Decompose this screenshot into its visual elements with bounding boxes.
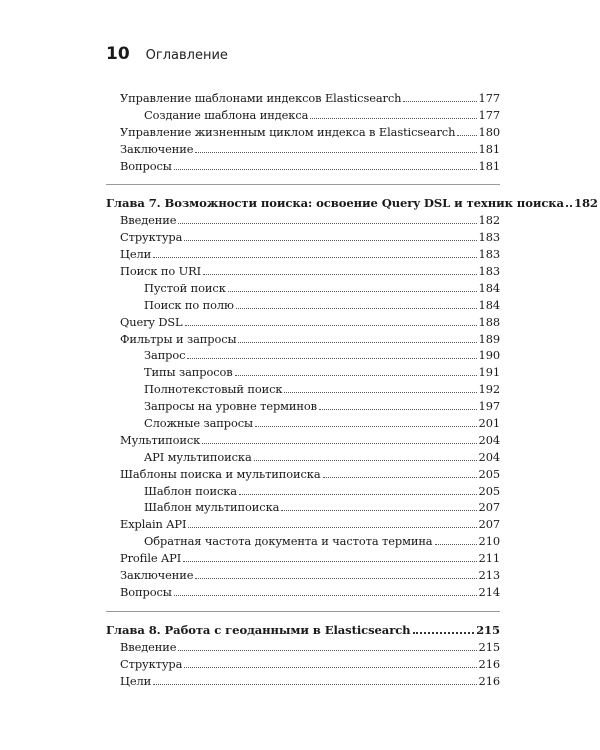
toc-entry-page: 182 bbox=[573, 196, 598, 211]
toc-entry-title: Шаблон мультипоиска bbox=[144, 500, 280, 515]
dot-leader bbox=[153, 257, 476, 258]
toc-entry-page: 177 bbox=[478, 91, 500, 105]
dot-leader bbox=[184, 667, 476, 668]
dot-leader bbox=[174, 169, 477, 170]
dot-leader bbox=[255, 426, 477, 427]
toc-entry-title: Запрос bbox=[144, 348, 186, 363]
toc-chapter-entry bbox=[106, 622, 500, 639]
dot-leader bbox=[183, 561, 476, 562]
dot-leader bbox=[310, 118, 476, 119]
toc-entry bbox=[106, 381, 500, 398]
toc-entry bbox=[106, 331, 500, 348]
dot-leader bbox=[195, 152, 476, 153]
toc-entry-page: 189 bbox=[478, 331, 500, 346]
toc-entry-page: 197 bbox=[478, 399, 500, 414]
toc-entry bbox=[106, 550, 500, 567]
toc-entry bbox=[106, 347, 500, 364]
dot-leader bbox=[187, 358, 476, 359]
toc-entry-title: Заключение bbox=[120, 568, 194, 583]
toc-entry-page: 184 bbox=[478, 280, 500, 295]
toc-entry-page: 181 bbox=[478, 141, 500, 156]
dot-leader bbox=[228, 291, 477, 292]
toc-entry bbox=[106, 107, 500, 124]
toc-entry-title: Обратная частота документа и частота термина bbox=[144, 534, 433, 549]
toc-entry bbox=[106, 415, 500, 432]
toc-entry-title: Введение bbox=[120, 639, 177, 654]
toc-entry-page: 181 bbox=[478, 158, 500, 173]
dot-leader bbox=[413, 632, 475, 634]
toc-entry-page: 205 bbox=[478, 483, 500, 498]
toc-entry-title: Сложные запросы bbox=[144, 416, 253, 431]
toc-entry-page: 211 bbox=[478, 551, 500, 566]
toc-entry-title: Заключение bbox=[120, 141, 194, 156]
toc-entry-title: Вопросы bbox=[120, 584, 172, 599]
toc-entry-title: Глава 8. Работа с геоданными в Elasticsearch bbox=[106, 622, 411, 637]
toc-entry-title: API мультипоиска bbox=[144, 449, 252, 464]
dot-leader bbox=[457, 135, 476, 136]
toc-entry-page: 190 bbox=[478, 348, 500, 363]
dot-leader bbox=[284, 392, 476, 393]
dot-leader bbox=[235, 375, 477, 376]
toc-entry-title: Запросы на уровне терминов bbox=[144, 399, 317, 414]
toc-entry bbox=[106, 584, 500, 601]
dot-leader bbox=[153, 684, 476, 685]
toc-entry-title: Profile API bbox=[120, 551, 182, 566]
dot-leader bbox=[178, 650, 476, 651]
toc-entry-title: Поиск по URI bbox=[120, 264, 202, 279]
dot-leader bbox=[236, 308, 477, 309]
page-header bbox=[106, 44, 228, 64]
toc-entry bbox=[106, 656, 500, 673]
toc-entry-page: 183 bbox=[478, 247, 500, 262]
toc-entry-page: 214 bbox=[478, 584, 500, 599]
toc-entry-page: 177 bbox=[478, 107, 500, 122]
toc-entry bbox=[106, 229, 500, 246]
toc-entry bbox=[106, 499, 500, 516]
toc-entry-title: Фильтры и запросы bbox=[120, 331, 237, 346]
toc-entry-title: Вопросы bbox=[120, 158, 172, 173]
toc-entry-title: Полнотекстовый поиск bbox=[144, 382, 283, 397]
toc-entry bbox=[106, 364, 500, 381]
toc-entry bbox=[106, 90, 500, 107]
toc-entry-title: Создание шаблона индекса bbox=[144, 107, 309, 122]
toc-entry-title: Управление жизненным циклом индекса в Elasticsearch bbox=[120, 124, 456, 139]
toc-entry bbox=[106, 158, 500, 175]
dot-leader bbox=[323, 477, 477, 478]
toc-entry-title: Шаблон поиска bbox=[144, 483, 237, 498]
dot-leader bbox=[239, 494, 477, 495]
dot-leader bbox=[184, 240, 476, 241]
toc-entry bbox=[106, 263, 500, 280]
toc-entry-page: 188 bbox=[478, 314, 500, 329]
toc-entry bbox=[106, 673, 500, 690]
toc-entry-title: Query DSL bbox=[120, 314, 183, 329]
dot-leader bbox=[281, 510, 476, 511]
toc-entry-page: 182 bbox=[478, 213, 500, 228]
toc-entry-page: 192 bbox=[478, 382, 500, 397]
toc-entry bbox=[106, 398, 500, 415]
section-divider bbox=[106, 184, 500, 185]
toc-entry-page: 207 bbox=[478, 517, 500, 532]
toc-entry-title: Мультипоиск bbox=[120, 432, 201, 447]
toc-entry bbox=[106, 314, 500, 331]
toc-entry-title: Введение bbox=[120, 213, 177, 228]
toc-entry bbox=[106, 466, 500, 483]
toc-entry-page: 216 bbox=[478, 656, 500, 671]
running-title: Оглавление bbox=[145, 48, 228, 63]
dot-leader bbox=[566, 205, 572, 207]
dot-leader bbox=[178, 223, 476, 224]
toc-entry-title: Цели bbox=[120, 247, 152, 262]
page-number: 10 bbox=[106, 44, 130, 64]
section-divider bbox=[106, 611, 500, 612]
toc-entry-page: 183 bbox=[478, 230, 500, 245]
dot-leader bbox=[188, 527, 476, 528]
toc-entry-page: 205 bbox=[478, 466, 500, 481]
dot-leader bbox=[174, 595, 477, 596]
dot-leader bbox=[202, 443, 476, 444]
dot-leader bbox=[435, 544, 477, 545]
dot-leader bbox=[185, 325, 477, 326]
toc-entry-title: Структура bbox=[120, 230, 183, 245]
toc-entry-page: 213 bbox=[478, 568, 500, 583]
toc-entry-page: 216 bbox=[478, 673, 500, 688]
toc-entry-title: Управление шаблонами индексов Elasticsearch bbox=[120, 91, 402, 105]
toc-entry bbox=[106, 567, 500, 584]
toc-entry bbox=[106, 639, 500, 656]
toc-entry-page: 210 bbox=[478, 534, 500, 549]
toc-entry-title: Explain API bbox=[120, 517, 187, 532]
toc-entry bbox=[106, 280, 500, 297]
dot-leader bbox=[254, 460, 477, 461]
toc-entry-page: 204 bbox=[478, 449, 500, 464]
toc-entry bbox=[106, 297, 500, 314]
toc-entry-page: 207 bbox=[478, 500, 500, 515]
toc-entry-title: Цели bbox=[120, 673, 152, 688]
toc-entry-title: Глава 7. Возможности поиска: освоение Query DSL и техник поиска bbox=[106, 196, 564, 211]
toc-entry bbox=[106, 432, 500, 449]
table-of-contents bbox=[106, 90, 598, 689]
toc-entry-title: Типы запросов bbox=[144, 365, 233, 380]
toc-entry-page: 215 bbox=[476, 622, 500, 637]
toc-entry-page: 180 bbox=[478, 124, 500, 139]
toc-entry bbox=[106, 516, 500, 533]
toc-entry bbox=[106, 212, 500, 229]
dot-leader bbox=[238, 342, 476, 343]
dot-leader bbox=[195, 578, 476, 579]
toc-entry bbox=[106, 449, 500, 466]
toc-entry-title: Шаблоны поиска и мультипоиска bbox=[120, 466, 321, 481]
toc-entry bbox=[106, 246, 500, 263]
toc-entry-title: Структура bbox=[120, 656, 183, 671]
toc-entry bbox=[106, 533, 500, 550]
toc-entry bbox=[106, 483, 500, 500]
toc-chapter-entry bbox=[106, 195, 598, 212]
toc-entry-page: 191 bbox=[478, 365, 500, 380]
dot-leader bbox=[203, 274, 476, 275]
toc-entry-title: Поиск по полю bbox=[144, 297, 234, 312]
toc-entry bbox=[106, 141, 500, 158]
toc-entry-page: 184 bbox=[478, 297, 500, 312]
toc-entry bbox=[106, 124, 500, 141]
toc-entry-page: 204 bbox=[478, 432, 500, 447]
toc-entry-page: 215 bbox=[478, 639, 500, 654]
dot-leader bbox=[403, 101, 476, 102]
dot-leader bbox=[319, 409, 477, 410]
toc-entry-page: 201 bbox=[478, 416, 500, 431]
toc-entry-title: Пустой поиск bbox=[144, 280, 226, 295]
toc-entry-page: 183 bbox=[478, 264, 500, 279]
